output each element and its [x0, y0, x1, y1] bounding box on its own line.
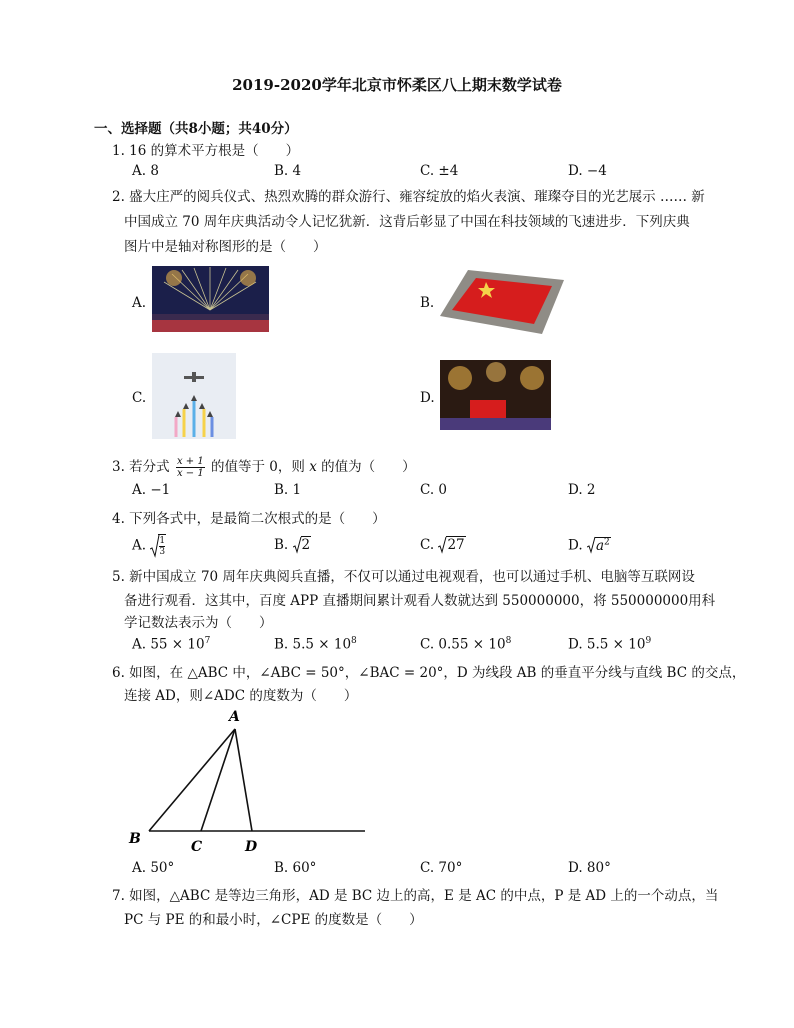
q1-option-b: B. 4	[274, 163, 302, 179]
question-1-stem: 1. 16 的算术平方根是（ ）	[112, 143, 300, 159]
option-text: B. 5.5 × 10	[274, 636, 352, 653]
question-5-line-2: 备进行观看．这其中，百度 APP 直播期间累计观看人数就达到 550000000，将 550000000用科	[124, 593, 716, 609]
q3-text-post-2: 的值为（ ）	[321, 459, 416, 475]
question-5-line-1: 5. 新中国成立 70 周年庆典阅兵直播，不仅可以通过电视观看，也可以通过手机、电脑等互联网设	[112, 569, 695, 585]
radicand-base: a	[595, 537, 604, 554]
q4-option-d	[568, 537, 611, 554]
q3-text-post: 的值等于 0，则	[211, 459, 305, 475]
segment-ad	[235, 729, 252, 831]
question-7-line-1: 7. 如图，△ABC 是等边三角形，AD 是 BC 边上的高，E 是 AC 的中点，P 是 AD 上的一个动点，当	[112, 888, 719, 904]
q4-option-a	[132, 534, 166, 560]
section-heading: 一、选择题（共8小题；共40分）	[94, 121, 298, 137]
exponent: 2	[604, 537, 610, 547]
question-6-line-1: 6. 如图，在 △ABC 中，∠ABC = 50°，∠BAC = 20°，D 为线段 AB 的垂直平分线与直线 BC 的交点，	[112, 665, 746, 681]
q3-text-pre: 3. 若分式	[112, 459, 170, 475]
q2-option-a: A.	[132, 295, 147, 311]
radicand: 27	[447, 537, 465, 553]
q6-option-a: A. 50°	[132, 860, 175, 876]
q6-option-c: C. 70°	[420, 860, 463, 876]
q4-option-b	[274, 537, 311, 553]
sqrt-expression	[293, 537, 312, 553]
question-2-line-3: 图片中是轴对称图形的是（ ）	[124, 239, 327, 255]
question-7-line-2: PC 与 PE 的和最小时，∠CPE 的度数是（ ）	[124, 912, 423, 928]
segment-ac	[201, 729, 235, 831]
radical-sign-icon	[293, 536, 303, 554]
point-label-b: B	[129, 831, 141, 847]
q3-option-a: A. −1	[132, 482, 171, 498]
page-title: 2019-2020学年北京市怀柔区八上期末数学试卷	[232, 76, 562, 94]
q3-option-b: B. 1	[274, 482, 302, 498]
sqrt-expression	[438, 537, 465, 553]
q6-option-b: B. 60°	[274, 860, 317, 876]
exponent: 8	[505, 636, 512, 646]
point-label-d: D	[245, 839, 258, 855]
question-6-line-2: 连接 AD，则∠ADC 的度数为（ ）	[124, 688, 358, 704]
flag-formation-image	[438, 266, 566, 336]
q1-option-d: D. −4	[568, 163, 607, 179]
fireworks-flag-image	[440, 360, 551, 430]
q2-option-b: B.	[420, 295, 435, 311]
option-text: C. 0.55 × 10	[420, 636, 506, 653]
fraction-denominator: x − 1	[176, 468, 204, 479]
option-label: C.	[420, 537, 435, 553]
q3-option-c: C. 0	[420, 482, 448, 498]
question-2-line-1: 2. 盛大庄严的阅兵仪式、热烈欢腾的群众游行、雍容绽放的焰火表演、璀璨夺目的光艺展示 …… 新	[112, 189, 705, 205]
q3-variable: x	[309, 459, 317, 475]
fraction-denominator: 3	[159, 547, 166, 557]
fraction-numerator: x + 1	[176, 456, 204, 467]
question-2-line-2: 中国成立 70 周年庆典活动令人记忆犹新．这背后彰显了中国在科技领域的飞速进步．下列庆典	[124, 214, 690, 230]
option-text: A. 55 × 10	[132, 636, 205, 653]
option-label: A.	[132, 537, 147, 554]
q1-option-c: C. ±4	[420, 163, 459, 179]
point-label-c: C	[191, 839, 203, 855]
radical-sign-icon	[587, 536, 597, 554]
aircraft-formation-image	[152, 353, 236, 439]
q1-option-a: A. 8	[132, 163, 159, 179]
q5-option-d	[568, 636, 651, 653]
exponent: 8	[351, 636, 357, 646]
radical-sign-icon	[150, 534, 160, 558]
q5-option-b	[274, 636, 357, 653]
question-4-stem: 4. 下列各式中，是最简二次根式的是（ ）	[112, 511, 386, 527]
sqrt-expression	[587, 537, 611, 554]
q5-option-a	[132, 636, 210, 653]
option-label: B.	[274, 537, 289, 553]
q6-option-d: D. 80°	[568, 860, 611, 876]
radical-sign-icon	[438, 536, 448, 554]
triangle-diagram	[125, 703, 375, 855]
radicand: 2	[301, 537, 311, 553]
sqrt-fraction	[150, 534, 166, 558]
fraction	[176, 456, 205, 479]
fireworks-image	[152, 266, 269, 332]
option-text: D. 5.5 × 10	[568, 636, 646, 653]
q2-option-c: C.	[132, 390, 147, 406]
q4-option-c	[420, 537, 466, 553]
q5-option-c	[420, 636, 511, 653]
fraction-numerator: 1	[159, 536, 166, 546]
q3-option-d: D. 2	[568, 482, 596, 498]
exponent: 9	[645, 636, 652, 646]
point-label-a: A	[229, 709, 240, 725]
exponent: 7	[204, 636, 211, 646]
q2-option-d: D.	[420, 390, 435, 406]
question-5-line-3: 学记数法表示为（ ）	[124, 615, 273, 631]
question-3-stem	[112, 456, 752, 479]
segment-ab	[149, 729, 235, 831]
option-label: D.	[568, 537, 583, 554]
